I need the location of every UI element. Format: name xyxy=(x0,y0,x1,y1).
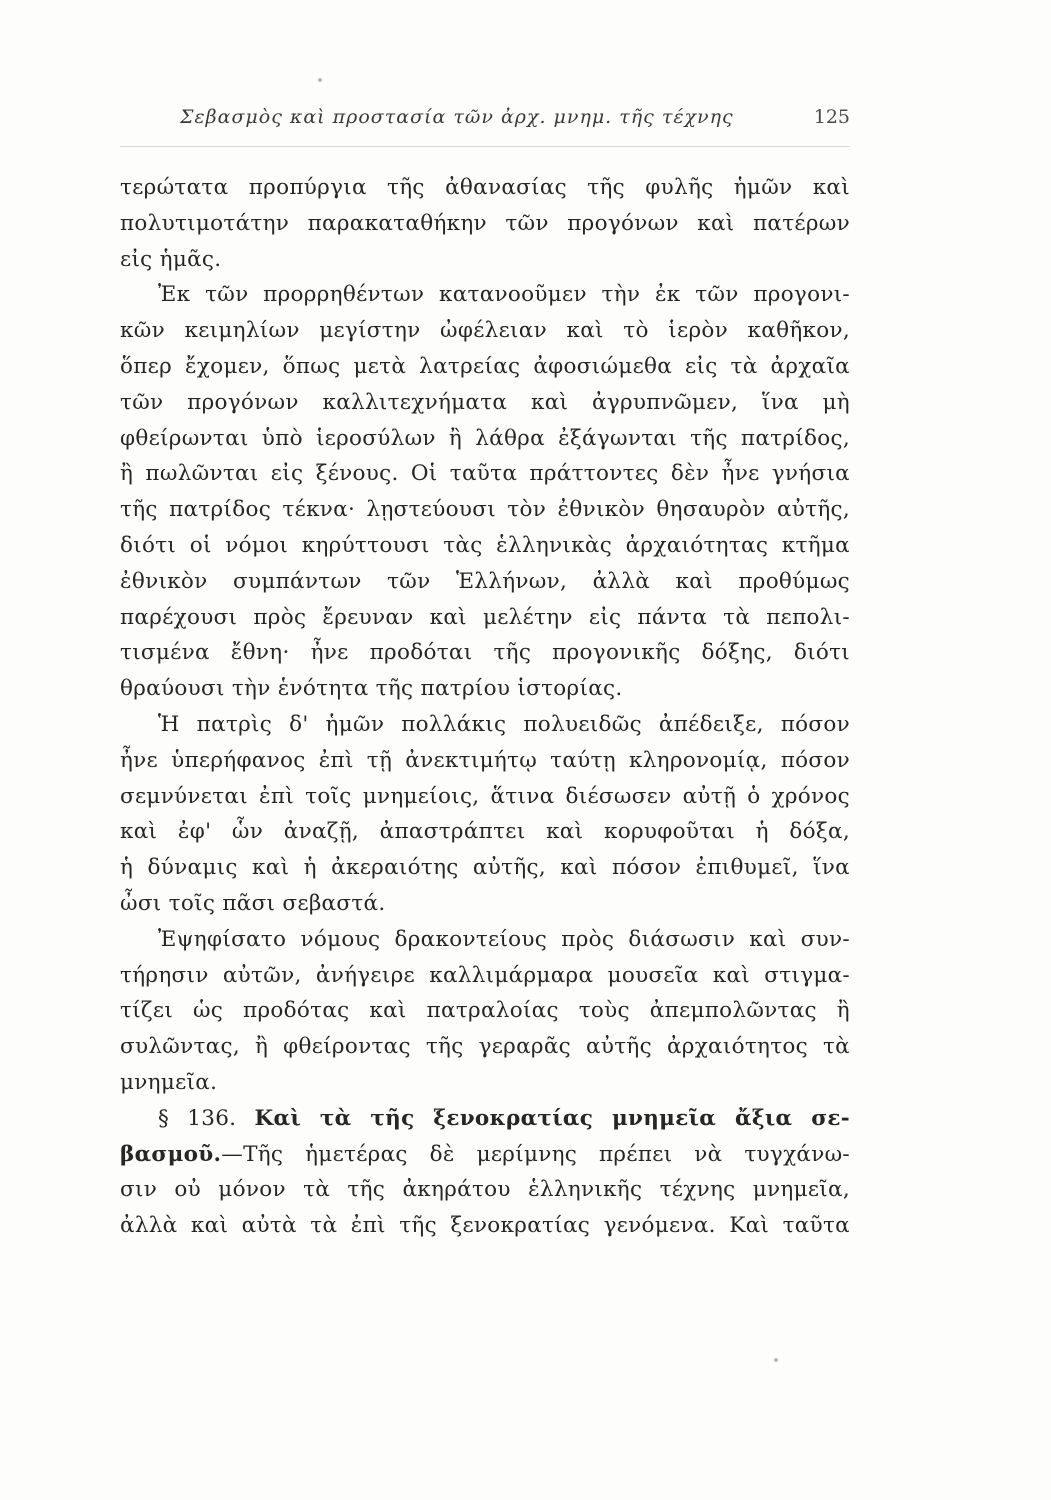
text-line: διότι οἱ νόμοι κηρύττουσι τὰς ἑλληνικὰς ἀρχαιότητας κτῆμα xyxy=(120,532,850,558)
text-line: μνημεῖα. xyxy=(120,1069,218,1095)
text-line: συλῶντας, ἢ φθείροντας τῆς γεραρᾶς αὐτῆς ἀρχαιότητος τὰ xyxy=(120,1034,850,1060)
text-line: Ἡ πατρὶς δ' ἡμῶν πολλάκις πολυειδῶς ἀπέδειξε, πόσον xyxy=(158,711,850,737)
header-rule xyxy=(120,146,850,147)
section-text: —Τῆς ἡμετέρας δὲ μερίμνης πρέπει νὰ τυγχάνω- xyxy=(221,1141,850,1167)
text-line: ὅπερ ἔχομεν, ὅπως μετὰ λατρείας ἀφοσιώμεθα εἰς τὰ ἀρχαῖα xyxy=(120,353,850,379)
section-title: Καὶ τὰ τῆς ξενοκρατίας μνημεῖα ἄξια σε- xyxy=(254,1105,850,1131)
body-text xyxy=(120,170,850,1244)
running-title: Σεβασμὸς καὶ προστασία τῶν ἀρχ. μνημ. τῆς τέχνης xyxy=(180,106,734,128)
bottom-speck xyxy=(774,1358,778,1362)
text-line: παρέχουσι πρὸς ἔρευναν καὶ μελέτην εἰς πάντα τὰ πεπολι- xyxy=(120,604,850,630)
text-line: τίζει ὡς προδότας καὶ πατραλοίας τοὺς ἀπεμπολῶντας ἢ xyxy=(120,998,850,1024)
text-line: σεμνύνεται ἐπὶ τοῖς μνημείοις, ἅτινα διέσωσεν αὐτῇ ὁ χρόνος xyxy=(120,783,850,809)
section-line-2 xyxy=(120,1137,850,1173)
section-number: § 136. xyxy=(158,1105,237,1131)
text-line: κῶν κειμηλίων μεγίστην ὠφέλειαν καὶ τὸ ἱερὸν καθῆκον, xyxy=(120,318,850,344)
text-line: εἰς ἡμᾶς. xyxy=(120,246,222,272)
text-line: τήρησιν αὐτῶν, ἀνήγειρε καλλιμάρμαρα μουσεῖα καὶ στιγμα- xyxy=(120,962,850,988)
text-line: θραύουσι τὴν ἑνότητα τῆς πατρίου ἱστορίας. xyxy=(120,676,623,702)
section-title-end: βασμοῦ. xyxy=(120,1141,222,1167)
text-line: τῆς πατρίδος τέκνα· λῃστεύουσι τὸν ἐθνικὸν θησαυρὸν αὐτῆς, xyxy=(120,497,850,523)
text-line: σιν οὐ μόνον τὰ τῆς ἀκηράτου ἑλληνικῆς τέχνης μνημεῖα, xyxy=(120,1177,850,1203)
text-line: φθείρωνται ὑπὸ ἱεροσύλων ἢ λάθρα ἐξάγωνται τῆς πατρίδος, xyxy=(120,425,850,451)
page-number: 125 xyxy=(813,106,850,128)
section-heading-line xyxy=(120,1101,850,1137)
top-speck xyxy=(318,78,322,82)
text-line: πολυτιμοτάτην παρακαταθήκην τῶν προγόνων καὶ πατέρων xyxy=(120,210,850,236)
text-line: ὦσι τοῖς πᾶσι σεβαστά. xyxy=(120,890,386,916)
text-line: ἦνε ὑπερήφανος ἐπὶ τῇ ἀνεκτιμήτῳ ταύτῃ κληρονομίᾳ, πόσον xyxy=(120,747,850,773)
text-line: ἢ πωλῶνται εἰς ξένους. Οἱ ταῦτα πράττοντες δὲν ἦνε γνήσια xyxy=(120,461,850,487)
text-line: Ἐκ τῶν προρρηθέντων κατανοοῦμεν τὴν ἐκ τῶν προγονι- xyxy=(158,282,850,308)
page-header xyxy=(170,100,850,136)
text-line: καὶ ἐφ' ὧν ἀναζῇ, ἀπαστράπτει καὶ κορυφοῦται ἡ δόξα, xyxy=(120,819,850,845)
text-line: ἐθνικὸν συμπάντων τῶν Ἑλλήνων, ἀλλὰ καὶ προθύμως xyxy=(120,568,850,594)
text-line: Ἐψηφίσατο νόμους δρακοντείους πρὸς διάσωσιν καὶ συν- xyxy=(158,926,850,952)
text-line: τερώτατα προπύργια τῆς ἀθανασίας τῆς φυλῆς ἡμῶν καὶ xyxy=(120,175,850,200)
text-line: ἡ δύναμις καὶ ἡ ἀκεραιότης αὐτῆς, καὶ πόσον ἐπιθυμεῖ, ἵνα xyxy=(120,855,850,881)
text-line: τῶν προγόνων καλλιτεχνήματα καὶ ἀγρυπνῶμεν, ἵνα μὴ xyxy=(120,389,850,415)
text-line: ἀλλὰ καὶ αὐτὰ τὰ ἐπὶ τῆς ξενοκρατίας γενόμενα. Καὶ ταῦτα xyxy=(120,1213,850,1239)
text-line: τισμένα ἔθνη· ἦνε προδόται τῆς προγονικῆς δόξης, διότι xyxy=(120,640,850,666)
